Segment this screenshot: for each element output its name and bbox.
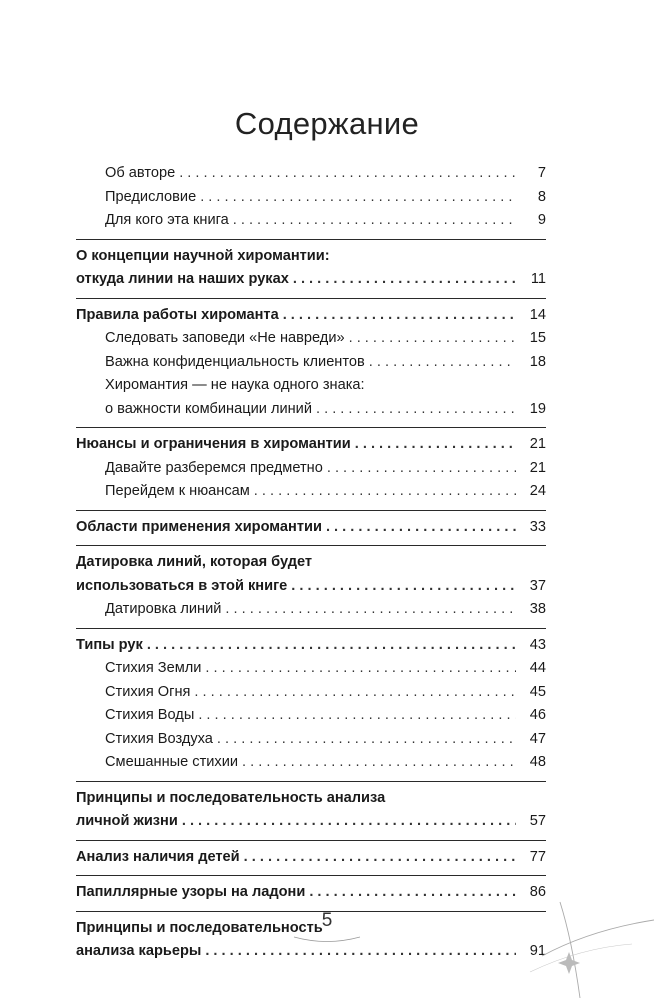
section-divider [76, 545, 546, 546]
toc-subsection[interactable] [76, 457, 546, 481]
dot-leader [200, 186, 516, 210]
dot-leader [198, 704, 516, 728]
toc-entry-title: Датировка линий [105, 601, 222, 617]
toc-subsection[interactable] [76, 480, 546, 504]
toc-chapter[interactable] [76, 575, 546, 599]
toc-chapter[interactable] [76, 810, 546, 834]
dot-leader [242, 751, 516, 775]
toc-section [76, 516, 546, 540]
toc-entry-title: Стихия Воздуха [105, 730, 213, 747]
toc-subsection[interactable] [76, 398, 546, 422]
toc-page-number: 9 [537, 212, 546, 228]
dot-leader [244, 846, 516, 870]
toc-entry-title: использоваться в этой книге [76, 577, 288, 594]
toc-subsection[interactable] [76, 598, 546, 622]
toc-entry-title: откуда линии на наших руках [76, 271, 289, 287]
dot-leader [254, 480, 516, 504]
dot-leader [355, 433, 516, 457]
toc-page-number: 8 [537, 188, 546, 205]
dot-leader [182, 810, 516, 834]
toc-entry-title: Перейдем к нюансам [105, 483, 250, 499]
dot-leader [283, 304, 516, 328]
toc-entry-title: Папиллярные узоры на ладони [76, 884, 306, 900]
toc-entry-title: Следовать заповеди «Не навреди» [105, 330, 345, 346]
section-divider [76, 427, 546, 428]
toc-entry-title: Давайте разберемся предметно [105, 459, 323, 476]
toc-chapter[interactable] [76, 634, 546, 658]
toc-entry-title: Смешанные стихии [105, 754, 239, 770]
toc-page-number: 14 [529, 306, 546, 323]
toc-subsection[interactable] [76, 657, 546, 681]
star-flourish-icon [520, 900, 654, 1000]
section-divider [76, 298, 546, 299]
toc-entry-title: Важна конфиденциальность клиентов [105, 353, 365, 370]
toc-page-number: 46 [529, 707, 546, 723]
toc-page-number: 37 [529, 577, 546, 594]
toc-entry-title: Типы рук [76, 636, 143, 653]
dot-leader [369, 351, 516, 375]
dot-leader [327, 457, 516, 481]
toc-entry-title: личной жизни [76, 813, 178, 829]
toc-subsection[interactable] [76, 209, 546, 233]
section-divider [76, 239, 546, 240]
toc-section [76, 245, 546, 292]
page-number-swoosh [292, 932, 362, 946]
toc-page-number: 33 [529, 518, 546, 535]
toc-entry-title: Правила работы хироманта [76, 306, 279, 323]
section-divider [76, 510, 546, 511]
dot-leader [291, 575, 516, 599]
toc-entry-title-line: Хиромантия — не наука одного знака: [105, 377, 365, 393]
toc-entry-title: Стихия Воды [105, 707, 195, 723]
section-divider [76, 628, 546, 629]
section-divider [76, 875, 546, 876]
page-number: 5 [321, 910, 333, 931]
dot-leader [205, 657, 516, 681]
toc-chapter[interactable] [76, 881, 546, 905]
toc-section [76, 787, 546, 834]
toc-subsection[interactable] [76, 186, 546, 210]
toc-subsection[interactable] [76, 704, 546, 728]
toc-section [76, 881, 546, 905]
toc-page-number: 21 [529, 459, 546, 476]
dot-leader [179, 162, 516, 186]
toc-page-number: 57 [529, 813, 546, 829]
dot-leader [147, 634, 516, 658]
dot-leader [225, 598, 516, 622]
toc-section [76, 162, 546, 233]
toc-page-number: 7 [537, 165, 546, 181]
toc-section [76, 433, 546, 504]
toc-entry-title: Области применения хиромантии [76, 518, 322, 535]
toc-page-number: 15 [529, 330, 546, 346]
toc-page-number: 86 [529, 884, 546, 900]
toc-page-number: 11 [530, 271, 546, 287]
dot-leader [316, 398, 516, 422]
toc-page-number: 45 [529, 683, 546, 700]
table-of-contents [76, 162, 546, 964]
toc-page-number: 48 [529, 754, 546, 770]
toc-page-number: 44 [529, 660, 546, 676]
toc-entry-title-line: О концепции научной хиромантии: [76, 247, 330, 264]
toc-entry-title: Нюансы и ограничения в хиромантии [76, 436, 351, 452]
toc-chapter[interactable] [76, 268, 546, 292]
toc-page-number: 47 [529, 730, 546, 747]
toc-entry-title: анализа карьеры [76, 943, 202, 959]
dot-leader [233, 209, 516, 233]
toc-entry-title-line: Датировка линий, которая будет [76, 554, 313, 570]
dot-leader [326, 516, 516, 540]
toc-page-number: 77 [529, 848, 546, 865]
toc-entry-title: Стихия Земли [105, 660, 202, 676]
section-divider [76, 781, 546, 782]
toc-page-number: 19 [529, 400, 546, 417]
toc-entry-title: о важности комбинации линий [105, 400, 312, 417]
section-divider [76, 840, 546, 841]
toc-chapter[interactable] [76, 433, 546, 457]
toc-entry-title: Анализ наличия детей [76, 848, 240, 865]
toc-page-number: 38 [529, 601, 546, 617]
dot-leader [293, 268, 516, 292]
toc-entry-title: Стихия Огня [105, 683, 191, 700]
toc-section [76, 551, 546, 622]
toc-subsection[interactable] [76, 327, 546, 351]
toc-chapter[interactable] [76, 516, 546, 540]
toc-entry-title-line: Принципы и последовательность анализа [76, 789, 386, 806]
toc-chapter[interactable] [76, 846, 546, 870]
toc-subsection[interactable] [76, 728, 546, 752]
toc-entry-title: Об авторе [105, 165, 176, 181]
toc-page-number: 91 [529, 943, 546, 959]
toc-page-number: 24 [529, 483, 546, 499]
dot-leader [349, 327, 516, 351]
dot-leader [309, 881, 516, 905]
toc-section [76, 634, 546, 775]
toc-page-number: 43 [529, 636, 546, 653]
dot-leader [194, 681, 516, 705]
toc-section [76, 304, 546, 422]
toc-subsection[interactable] [76, 162, 546, 186]
toc-page-number: 21 [529, 436, 546, 452]
toc-subsection[interactable] [76, 681, 546, 705]
toc-subsection[interactable] [76, 751, 546, 775]
dot-leader [217, 728, 516, 752]
toc-subsection[interactable] [76, 351, 546, 375]
toc-page-number: 18 [529, 353, 546, 370]
toc-entry-title-line: Принципы и последовательность [76, 919, 323, 936]
toc-chapter[interactable] [76, 304, 546, 328]
toc-section [76, 846, 546, 870]
toc-entry-title: Предисловие [105, 188, 197, 205]
toc-entry-title: Для кого эта книга [105, 212, 229, 228]
page-title: Содержание [234, 106, 420, 141]
